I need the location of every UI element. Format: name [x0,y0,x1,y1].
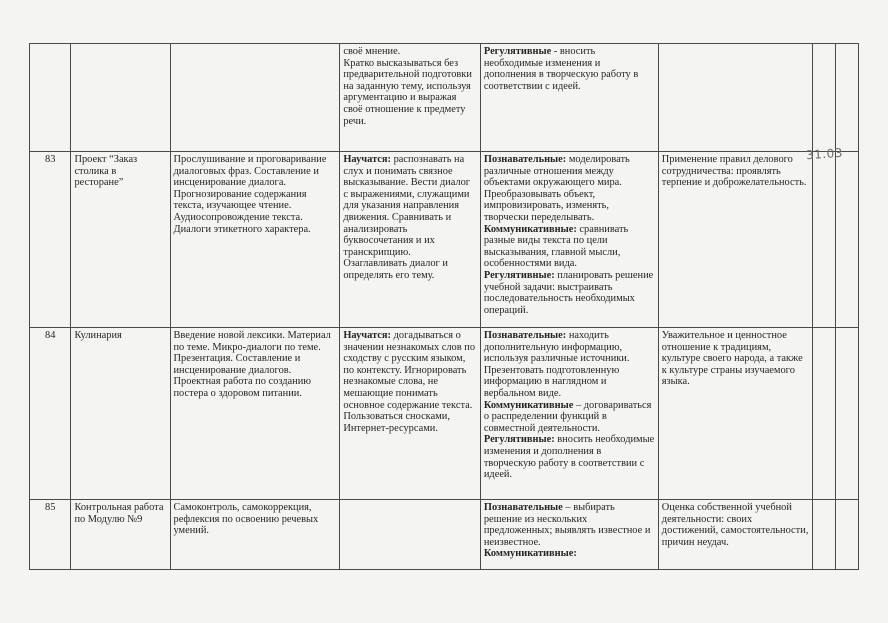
meta-label: Коммуникативные [483,399,574,411]
meta-label: Регулятивные: [483,434,555,446]
meta-block [484,154,655,224]
meta-text: – договариваться о распределении функций в совместной деятельности. [483,399,652,434]
meta-label: Познавательные: [483,330,567,341]
meta-text: – выбирать решение из нескольких предложенных; выявлять известное и неизвестное. [483,502,651,548]
meta-text: планировать решение учебной задачи: выстраивать последовательность необходимых операций. [483,269,654,316]
lesson-topic [71,44,170,152]
table-row [30,328,859,500]
date-fact-cell [835,152,858,328]
personal-results [658,44,813,152]
date-plan-cell [813,44,835,152]
lesson-content: Прослушивание и проговаривание диалоговых фраз. Составление и инсценирование диалога. Прогнозирование содержания текста, изучающее чтение. Аудиосопровождение текста. Диалоги этикетного характера. [170,152,340,328]
meta-results [480,500,658,570]
subject-results [340,152,481,328]
meta-label: Коммуникативные: [483,548,577,560]
lesson-number [30,44,71,152]
subject-text: догадываться о значении незнакомых слов по сходству с русским языком, по контексту. Игнорировать незнакомые слова, не мешающие понимать основное содержание текста. Пользоваться сносками, Интернет-ресурсами. [343,330,476,434]
subject-label: Научатся: [343,330,391,341]
meta-block [484,434,655,480]
subject-label: Научатся: [343,154,391,165]
meta-label: Регулятивные [483,46,552,57]
personal-results: Применение правил делового сотрудничества: проявлять терпение и доброжелательность. [658,152,813,328]
meta-results [480,44,658,152]
lesson-topic: Кулинария [71,328,170,500]
meta-block [484,502,655,548]
meta-label: Познавательные: [483,154,567,165]
lesson-content: Введение новой лексики. Материал по теме. Микро-диалоги по теме. Презентация. Составление и инсценирование диалогов. Проектная работа по созданию постера о здоровом питании. [170,328,340,500]
lesson-content: Самоконтроль, самокоррекция, рефлексия по освоению речевых умений. [170,500,340,570]
lesson-number: 84 [30,328,71,500]
lesson-plan-table [29,43,859,570]
meta-block [484,46,655,92]
meta-label: Познавательные [483,502,563,513]
date-plan-cell [813,152,835,328]
lesson-content [170,44,340,152]
lesson-number: 83 [30,152,71,328]
meta-block [484,548,655,560]
meta-results [480,152,658,328]
date-fact-cell [835,500,858,570]
lesson-topic: Проект “Заказ столика в ресторане” [71,152,170,328]
personal-results: Уважительное и ценностное отношение к традициям, культуре своего народа, а также к культуре страны изучаемого языка. [658,328,813,500]
meta-text: сравнивать разные виды текста по цели высказывания, главной мысли, особенностями вида. [483,223,629,270]
subject-text: распознавать на слух и понимать связное высказывание. Вести диалог с выражениями, служащими для указания направления движения. Сравнивать и анализировать буквосочетания и их транскрипцию. Озаглавливать диалог и определять его тему. [343,154,471,281]
subject-text: своё мнение. Кратко высказываться без предварительной подготовки на заданную тему, используя аргументацию и выражая своё отношение к предмету речи. [343,46,472,127]
subject-results [340,328,481,500]
handwritten-date: 31.03 [805,145,844,163]
meta-block [484,224,655,270]
meta-results [480,328,658,500]
table-row [30,152,859,328]
meta-text: вносить необходимые изменения и дополнения в творческую работу в соответствии с идеей. [483,434,655,481]
table-row [30,44,859,152]
lesson-number: 85 [30,500,71,570]
meta-label: Регулятивные: [483,269,555,281]
lesson-topic: Контрольная работа по Модулю №9 [71,500,170,570]
meta-text: находить дополнительную информацию, используя различные источники. Презентовать подготовленную информацию в наглядном и вербальном виде. [483,330,630,399]
table-row [30,500,859,570]
personal-results: Оценка собственной учебной деятельности: своих достижений, самостоятельности, причин неудач. [658,500,813,570]
subject-results [340,500,481,570]
date-plan-cell [813,328,835,500]
date-fact-cell [835,328,858,500]
meta-block [484,330,655,400]
meta-block [484,400,655,435]
meta-label: Коммуникативные: [483,223,577,235]
meta-text: - вносить необходимые изменения и дополнения в творческую работу в соответствии с идеей. [483,46,639,92]
meta-text: моделировать различные отношения между объектами окружающего мира. Преобразовывать объект, импровизировать, изменять, творчески переделывать. [483,154,630,223]
subject-results [340,44,481,152]
date-fact-cell [835,44,858,152]
date-plan-cell [813,500,835,570]
meta-block [484,270,655,316]
